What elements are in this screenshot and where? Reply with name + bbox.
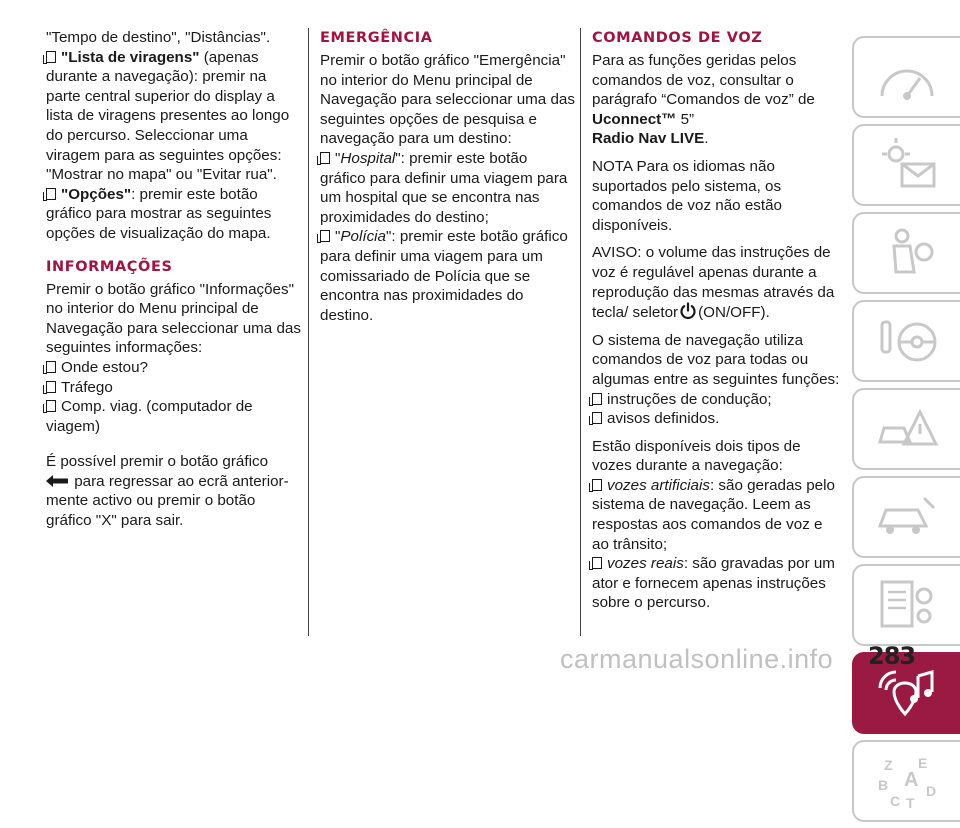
column-1 xyxy=(46,28,301,531)
watermark: carmanualsonline.info xyxy=(560,644,834,674)
tab-maintenance[interactable] xyxy=(852,476,960,558)
car-warning-triangle-icon xyxy=(872,398,942,460)
svg-text:B: B xyxy=(878,777,889,793)
bullet-icon xyxy=(46,381,56,393)
bullet-icon xyxy=(46,51,56,63)
info-item: Onde estou? xyxy=(46,358,301,378)
tab-index[interactable] xyxy=(852,740,960,822)
bullet-icon xyxy=(592,557,602,569)
column-divider xyxy=(308,28,309,636)
svg-text:A: A xyxy=(904,769,919,791)
back-paragraph: É possível premir o botão gráfico para regressar ao ecrã anterior-mente activo ou premir o botão gráfico "X" para sair. xyxy=(46,453,289,530)
funcao-item: avisos definidos. xyxy=(592,409,842,429)
svg-text:E: E xyxy=(918,755,928,771)
airbag-seat-icon xyxy=(872,222,942,284)
bullet-icon xyxy=(592,412,602,424)
column-divider xyxy=(580,28,581,636)
bullet-icon xyxy=(46,361,56,373)
alphabet-index-icon xyxy=(872,750,942,812)
tab-lights-warnings[interactable] xyxy=(852,124,960,206)
steering-wheel-icon xyxy=(872,310,942,372)
column-2 xyxy=(320,28,575,325)
heading-emergencia: EMERGÊNCIA xyxy=(320,30,433,46)
bullet-vozes-artificiais: vozes artificiais: são geradas pelo sistema de navegação. Leem as respostas aos comandos de voz e ao trânsito; xyxy=(592,476,835,553)
heading-informacoes: INFORMAÇÕES xyxy=(46,258,173,275)
heading-comandos-de-voz: COMANDOS DE VOZ xyxy=(592,30,763,46)
tipos-paragraph: Estão disponíveis dois tipos de vozes durante a navegação: xyxy=(592,437,801,475)
funcao-item: instruções de condução; xyxy=(592,390,842,410)
car-wrench-icon xyxy=(872,486,942,548)
tab-safety[interactable] xyxy=(852,212,960,294)
tab-dashboard[interactable] xyxy=(852,36,960,118)
power-icon xyxy=(679,302,697,320)
sistema-paragraph: O sistema de navegação utiliza comandos de voz para todas ou algumas entre as seguintes funções: xyxy=(592,331,840,388)
svg-text:C: C xyxy=(890,793,901,809)
svg-text:T: T xyxy=(906,795,915,811)
bullet-icon xyxy=(46,400,56,412)
aviso-paragraph: AVISO: o volume das instruções de voz é regulável apenas durante a reprodução das mesmas através da tecla/ seletor (ON/OFF). xyxy=(592,244,835,322)
bullet-hospital: "Hospital": premir este botão gráfico para definir uma viagem para um hospital que se encontra nas proximidades do destino; xyxy=(320,149,568,226)
bullet-icon xyxy=(46,188,56,200)
bullet-opcoes: "Opções": premir este botão gráfico para mostrar as seguintes opções de visualização do mapa. xyxy=(46,185,272,242)
intro-line: "Tempo de destino", "Distâncias". xyxy=(46,29,271,46)
tab-technical-data[interactable] xyxy=(852,564,960,646)
dashboard-gauge-icon xyxy=(872,46,942,108)
page-number: 283 xyxy=(868,642,916,670)
lights-envelope-icon xyxy=(872,134,942,196)
bullet-icon xyxy=(592,393,602,405)
bullet-policia: "Polícia": premir este botão gráfico para definir uma viagem para um comissariado de Polícia que se encontra nas proximidades do destino. xyxy=(320,228,568,324)
voz-paragraph-1: Para as funções geridas pelos comandos de voz, consultar o parágrafo “Comandos de voz” de Uconnect™ 5” Radio Nav LIVE. xyxy=(592,52,815,148)
emergencia-intro: Premir o botão gráfico "Emergência" no interior do Menu principal de Navegação para seleccionar uma das seguintes opções de pesquisa e navegação para um destino: xyxy=(320,52,575,148)
svg-text:D: D xyxy=(926,783,937,799)
tab-emergency[interactable] xyxy=(852,388,960,470)
bullet-icon xyxy=(320,230,330,242)
info-text: Premir o botão gráfico "Informações" no interior do Menu principal de Navegação para seleccionar uma das seguintes informações: xyxy=(46,280,301,357)
tab-starting-driving[interactable] xyxy=(852,300,960,382)
svg-text:Z: Z xyxy=(884,757,893,773)
bullet-lista-viragens: "Lista de viragens" (apenas durante a navegação): premir na parte central superior do display a lista de viragens presentes ao longo do percurso. Seleccionar uma viragem para as seguintes opções: "Mostrar no mapa" ou "Evitar rua". xyxy=(46,48,290,184)
chapter-tabs xyxy=(852,36,960,828)
document-gears-icon xyxy=(872,574,942,636)
back-arrow-icon xyxy=(46,475,68,487)
info-item: Tráfego xyxy=(46,378,301,398)
column-3 xyxy=(592,28,842,613)
bullet-icon xyxy=(592,479,602,491)
nota-paragraph: NOTA Para os idiomas não suportados pelo sistema, os comandos de voz não estão disponíveis. xyxy=(592,157,782,234)
multimedia-music-location-icon xyxy=(872,662,942,724)
bullet-icon xyxy=(320,152,330,164)
info-item: Comp. viag. (computador de viagem) xyxy=(46,398,253,435)
bullet-vozes-reais: vozes reais: são gravadas por um ator e fornecem apenas instruções sobre o percurso. xyxy=(592,555,835,612)
